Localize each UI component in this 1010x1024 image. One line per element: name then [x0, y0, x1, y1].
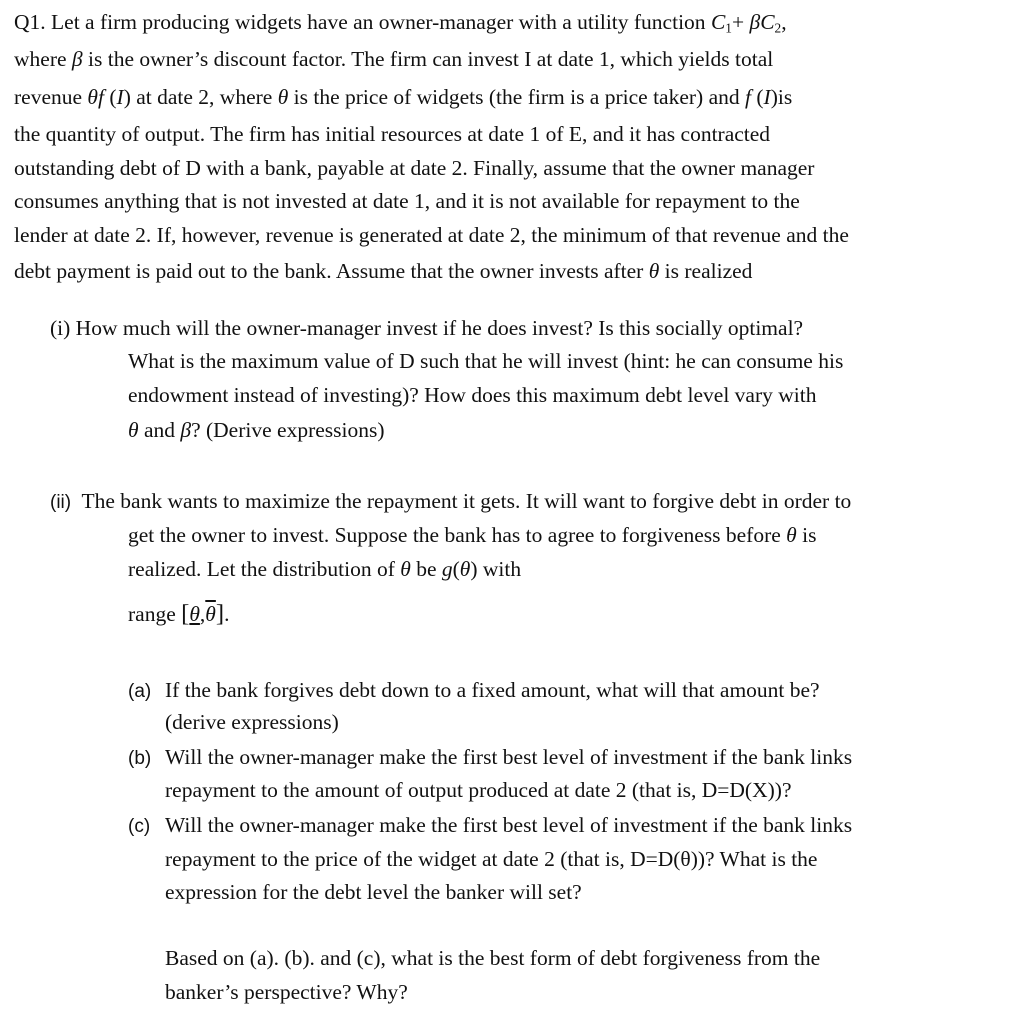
part-ii-text: is: [796, 523, 817, 547]
subpart-c-text-3: expression for the debt level the banker will set?: [165, 880, 582, 904]
part-ii-line-3: [128, 555, 521, 583]
q1-text: is: [777, 85, 793, 109]
math-i: I: [763, 85, 771, 109]
math-g: g: [441, 557, 453, 581]
math-subscript: 1: [725, 20, 732, 36]
part-i-text: How much will the owner-manager invest if he does invest? Is this socially optimal?: [75, 316, 804, 340]
subpart-b-text-2: repayment to the amount of output produced at date 2 (that is, D=D(X))?: [165, 778, 792, 802]
math-paren: ): [123, 85, 131, 109]
math-paren: (: [452, 557, 460, 581]
part-ii-text: realized. Let the distribution of: [128, 557, 401, 581]
math-theta-low: θ: [189, 602, 200, 626]
subpart-a-text-1: If the bank forgives debt down to a fixed amount, what will that amount be?: [165, 678, 820, 702]
math-theta: θ: [400, 557, 411, 581]
math-bracket: [: [181, 600, 190, 627]
math-theta: θ: [87, 85, 98, 109]
subpart-b-line-1: [128, 743, 151, 773]
part-i-line-1: [50, 314, 803, 342]
q1-line-7: lender at date 2. If, however, revenue is generated at date 2, the minimum of that revenue and the: [14, 223, 849, 247]
math-i: I: [116, 85, 124, 109]
math-beta: β: [71, 47, 83, 71]
subpart-a-text-2: (derive expressions): [165, 710, 339, 734]
math-theta-high: $\overline{\theta}$: [205, 602, 216, 626]
math-f: f: [745, 85, 751, 109]
q1-text: revenue: [14, 85, 88, 109]
q1-line-4: the quantity of output. The firm has initial resources at date 1 of E, and it has contracted: [14, 122, 771, 146]
part-ii-line-2: [128, 521, 816, 549]
part-ii-text: be: [410, 557, 442, 581]
part-i-line-3: endowment instead of investing)? How does this maximum debt level vary with: [128, 383, 817, 407]
part-i-line-4: [128, 416, 385, 444]
q1-text: is the owner’s discount factor. The firm can invest I at date 1, which yields total: [82, 47, 774, 71]
part-label: (i): [50, 316, 71, 340]
q1-text: ,: [781, 10, 787, 34]
part-ii-text: range: [128, 602, 182, 626]
part-ii-range-line: [128, 600, 229, 628]
q1-text: is realized: [659, 259, 753, 283]
subpart-label: (b): [128, 748, 152, 769]
q1-line-3: [14, 83, 792, 111]
math-paren: (: [750, 85, 764, 109]
q1-line-8: [14, 257, 752, 285]
math-beta: β: [749, 10, 761, 34]
math-theta: θ: [459, 557, 471, 581]
part-i-text: ? (Derive expressions): [191, 418, 385, 442]
subpart-c-text-2: repayment to the price of the widget at date 2 (that is, D=D(θ))? What is the: [165, 847, 818, 871]
math-bracket: ]: [215, 600, 225, 627]
math-theta: θ: [277, 85, 289, 109]
subpart-b-text-1: Will the owner-manager make the first best level of investment if the bank links: [165, 745, 853, 769]
q1-text: Q1. Let a firm producing widgets have an owner-manager with a utility function: [14, 10, 711, 34]
math-beta: β: [180, 418, 192, 442]
q1-line-2: [14, 45, 773, 73]
closing-line-1: Based on (a). (b). and (c), what is the best form of debt forgiveness from the: [165, 946, 821, 970]
subpart-label: (a): [128, 681, 152, 702]
subpart-c-line-1: [128, 811, 150, 841]
part-label: (ii): [50, 492, 72, 513]
q1-line-1: [14, 8, 787, 36]
q1-line-6: consumes anything that is not invested at date 1, and it is not available for repayment to the: [14, 189, 800, 213]
subpart-a-line-1: [128, 676, 151, 706]
math-theta: θ: [648, 259, 660, 283]
math-comma: ,: [199, 602, 206, 626]
q1-text: at date 2, where: [130, 85, 278, 109]
subpart-label: (c): [128, 816, 151, 837]
part-i-text: and: [138, 418, 181, 442]
math-paren: (: [103, 85, 117, 109]
q1-text: where: [14, 47, 72, 71]
q1-line-5: outstanding debt of D with a bank, payable at date 2. Finally, assume that the owner manager: [14, 156, 815, 180]
math-c: C: [710, 10, 726, 34]
subpart-c-text-1: Will the owner-manager make the first best level of investment if the bank links: [165, 813, 853, 837]
part-ii-text: The bank wants to maximize the repayment it gets. It will want to forgive debt in order to: [81, 489, 852, 513]
math-paren: ): [770, 85, 778, 109]
q1-text: debt payment is paid out to the bank. Assume that the owner invests after: [14, 259, 649, 283]
part-ii-text: get the owner to invest. Suppose the bank has to agree to forgiveness before: [128, 523, 787, 547]
q1-text: is the price of widgets (the firm is a price taker) and: [288, 85, 745, 109]
math-f: f: [97, 85, 104, 109]
math-c: C: [760, 10, 775, 34]
closing-line-2: banker’s perspective? Why?: [165, 980, 408, 1004]
math-paren: ): [470, 557, 478, 581]
math-theta: θ: [786, 523, 797, 547]
math-subscript: 2: [774, 20, 782, 36]
math-plus: +: [731, 10, 750, 34]
part-ii-line-1: [50, 487, 851, 517]
math-theta: θ: [128, 418, 139, 442]
part-ii-text: .: [224, 602, 230, 626]
part-ii-text: with: [477, 557, 522, 581]
part-i-line-2: What is the maximum value of D such that he will invest (hint: he can consume his: [128, 349, 844, 373]
